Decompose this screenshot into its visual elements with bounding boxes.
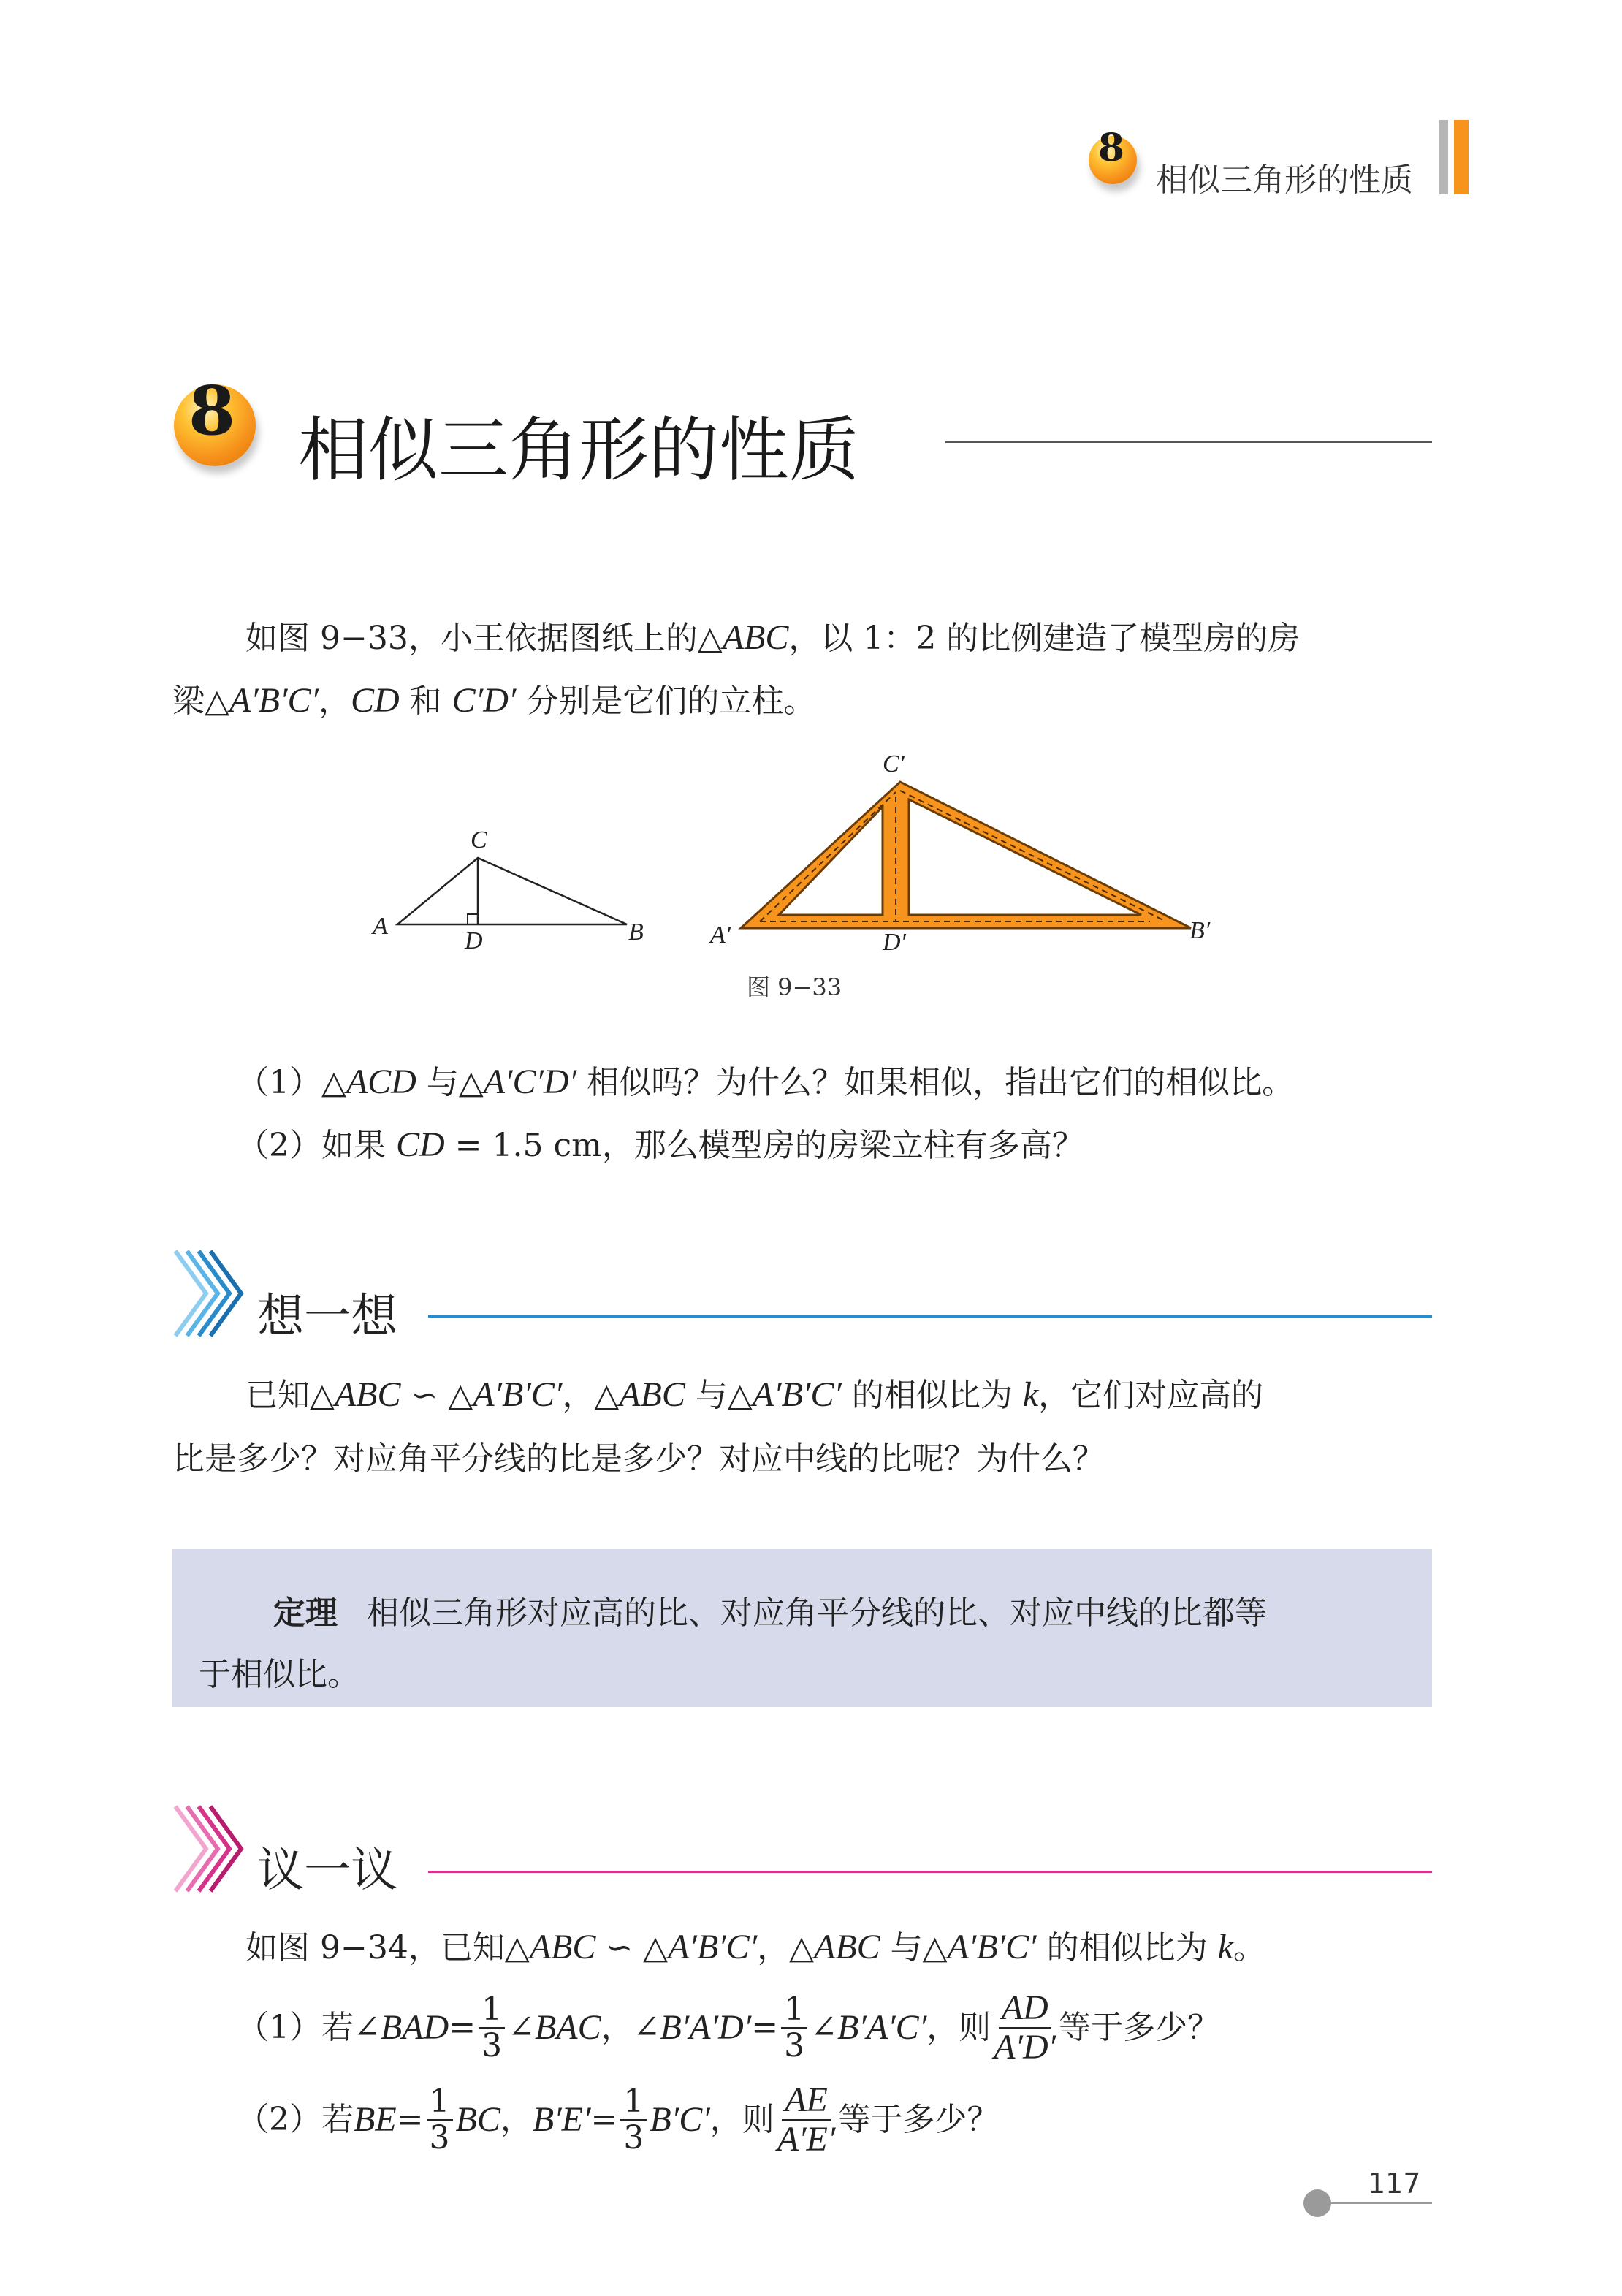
question-1: [237, 1049, 1294, 1116]
think-chevron-icon: [172, 1248, 253, 1339]
discuss-title: 议一议: [257, 1844, 397, 1898]
math: A′B′C′: [668, 1928, 758, 1966]
figure-caption: 图 9−33: [747, 973, 842, 1001]
text: （2）如果: [237, 1127, 396, 1164]
text: 等于多少？: [1059, 2009, 1220, 2046]
text: 梁△: [172, 683, 229, 720]
theorem-line-2: [199, 1646, 359, 1704]
discuss-chevron-icon: [172, 1803, 253, 1894]
text: ，则: [709, 2101, 774, 2138]
text: ∠: [508, 2009, 535, 2046]
question-2: [237, 1112, 1084, 1179]
beam-triangle: [741, 782, 1191, 928]
discuss-line-1: [245, 1915, 1265, 1981]
math: A′B′C′: [473, 1375, 563, 1414]
text: 与△: [685, 1377, 753, 1414]
text: ，它们对应高的: [1038, 1377, 1264, 1414]
text: （1）若∠: [237, 2009, 381, 2046]
text: 和: [399, 683, 452, 720]
fraction-one-third: [427, 2083, 453, 2156]
header-chapter-number: 8: [1097, 126, 1125, 170]
numerator: 1: [620, 2086, 647, 2121]
text: ，△: [562, 1377, 620, 1414]
label-D: D: [465, 927, 483, 954]
text: 的相似比为: [1036, 1929, 1218, 1966]
math: BAD: [380, 2008, 449, 2047]
text: 已知△: [245, 1377, 335, 1414]
discuss-question-2: [237, 2080, 999, 2160]
numerator: AD: [999, 1991, 1051, 2029]
label-D-prime: D′: [883, 929, 906, 956]
math: A′C′D′: [483, 1063, 577, 1101]
text: 相似吗？为什么？如果相似，指出它们的相似比。: [576, 1064, 1295, 1101]
page-number: 117: [1368, 2167, 1421, 2200]
intro-line-1: [245, 605, 1300, 672]
numerator: 1: [479, 1993, 505, 2029]
intro-line-2: [172, 668, 815, 734]
think-line-1: [245, 1362, 1263, 1429]
math: B′E′: [532, 2100, 591, 2139]
fraction-one-third: [620, 2083, 647, 2156]
denominator: 3: [623, 2119, 644, 2156]
denominator: 3: [784, 2027, 805, 2064]
math: B′A′C′: [837, 2008, 927, 2047]
math: B′A′D′: [660, 2008, 752, 2047]
label-A-prime: A′: [710, 921, 731, 949]
label-C: C: [471, 826, 487, 854]
text: ，∠: [601, 2009, 660, 2046]
text: 。: [1233, 1929, 1265, 1966]
text: ，: [319, 683, 351, 720]
header-bar-orange: [1454, 120, 1469, 194]
text: 与△: [880, 1929, 948, 1966]
text: =: [396, 2101, 424, 2138]
math: BAC: [534, 2008, 601, 2047]
text: （2）若: [237, 2101, 354, 2138]
denominator: 3: [481, 2027, 503, 2064]
text: 的相似比为: [841, 1377, 1023, 1414]
theorem-label: 定理: [273, 1594, 338, 1632]
header-bar-gray: [1439, 120, 1448, 194]
label-B: B: [628, 919, 644, 946]
text: 相似三角形对应高的比、对应角平分线的比、对应中线的比都等: [367, 1594, 1267, 1632]
math: ABC: [334, 1375, 401, 1414]
text: =: [590, 2101, 618, 2138]
math: ABC: [722, 618, 789, 657]
denominator: A′D′: [994, 2028, 1056, 2067]
text: ∽ △: [595, 1929, 669, 1966]
math: C′D′: [452, 681, 517, 720]
text: ，以 1：2 的比例建造了模型房的房: [788, 620, 1301, 657]
math: A′B′C′: [752, 1375, 842, 1414]
small-triangle: [397, 858, 627, 924]
think-rule: [428, 1315, 1432, 1318]
math: k: [1022, 1375, 1039, 1414]
math: ABC: [814, 1928, 880, 1966]
fraction-one-third: [781, 1993, 807, 2062]
denominator: A′E′: [777, 2120, 836, 2159]
numerator: 1: [781, 1993, 807, 2029]
math: ACD: [346, 1063, 416, 1101]
discuss-question-1: [237, 1988, 1219, 2068]
math: CD: [351, 681, 400, 720]
header-chapter-title: 相似三角形的性质: [1156, 161, 1413, 199]
text: ∽ △: [400, 1377, 473, 1414]
math: A′B′C′: [229, 681, 319, 720]
text: =: [449, 2009, 476, 2046]
discuss-rule: [428, 1871, 1432, 1873]
numerator: AE: [782, 2083, 831, 2121]
text: ∠: [810, 2009, 838, 2046]
text: （1）△: [237, 1064, 346, 1101]
page-number-rule: [1331, 2202, 1432, 2204]
think-line-2: [172, 1426, 1105, 1492]
section-number: 8: [188, 371, 235, 450]
text: = 1.5 cm，那么模型房的房梁立柱有多高？: [444, 1127, 1084, 1164]
math: B′C′: [650, 2100, 710, 2139]
text: 分别是它们的立柱。: [516, 683, 816, 720]
numerator: 1: [427, 2086, 453, 2121]
math: ABC: [529, 1928, 596, 1966]
math: BC: [455, 2100, 500, 2139]
text: 如图 9−34，已知△: [245, 1929, 530, 1966]
math: ABC: [619, 1375, 685, 1414]
math: A′B′C′: [947, 1928, 1037, 1966]
label-A: A: [373, 913, 388, 940]
think-title: 想一想: [257, 1290, 397, 1344]
page-number-dot: [1303, 2189, 1331, 2217]
text: ，: [500, 2101, 533, 2138]
fraction-ae-ratio: [777, 2080, 836, 2159]
denominator: 3: [429, 2119, 450, 2156]
section-title-rule: [945, 441, 1432, 443]
section-title: 相似三角形的性质: [298, 409, 859, 491]
text: 于相似比。: [199, 1656, 359, 1693]
fraction-ad-ratio: [994, 1988, 1056, 2067]
theorem-line-1: [273, 1584, 1267, 1643]
text: ，△: [757, 1929, 815, 1966]
math: k: [1217, 1928, 1233, 1966]
fraction-one-third: [479, 1993, 505, 2062]
text: 比是多少？对应角平分线的比是多少？对应中线的比呢？为什么？: [172, 1440, 1105, 1478]
text: 与△: [416, 1064, 484, 1101]
math: CD: [395, 1125, 445, 1164]
math: BE: [354, 2100, 397, 2139]
label-B-prime: B′: [1189, 917, 1211, 944]
figure-9-33: [0, 731, 1622, 1038]
text: 如图 9−33，小王依据图纸上的△: [245, 620, 723, 657]
text: =: [751, 2009, 779, 2046]
label-C-prime: C′: [883, 750, 905, 778]
text: ，则: [926, 2009, 991, 2046]
text: 等于多少？: [838, 2101, 1000, 2138]
